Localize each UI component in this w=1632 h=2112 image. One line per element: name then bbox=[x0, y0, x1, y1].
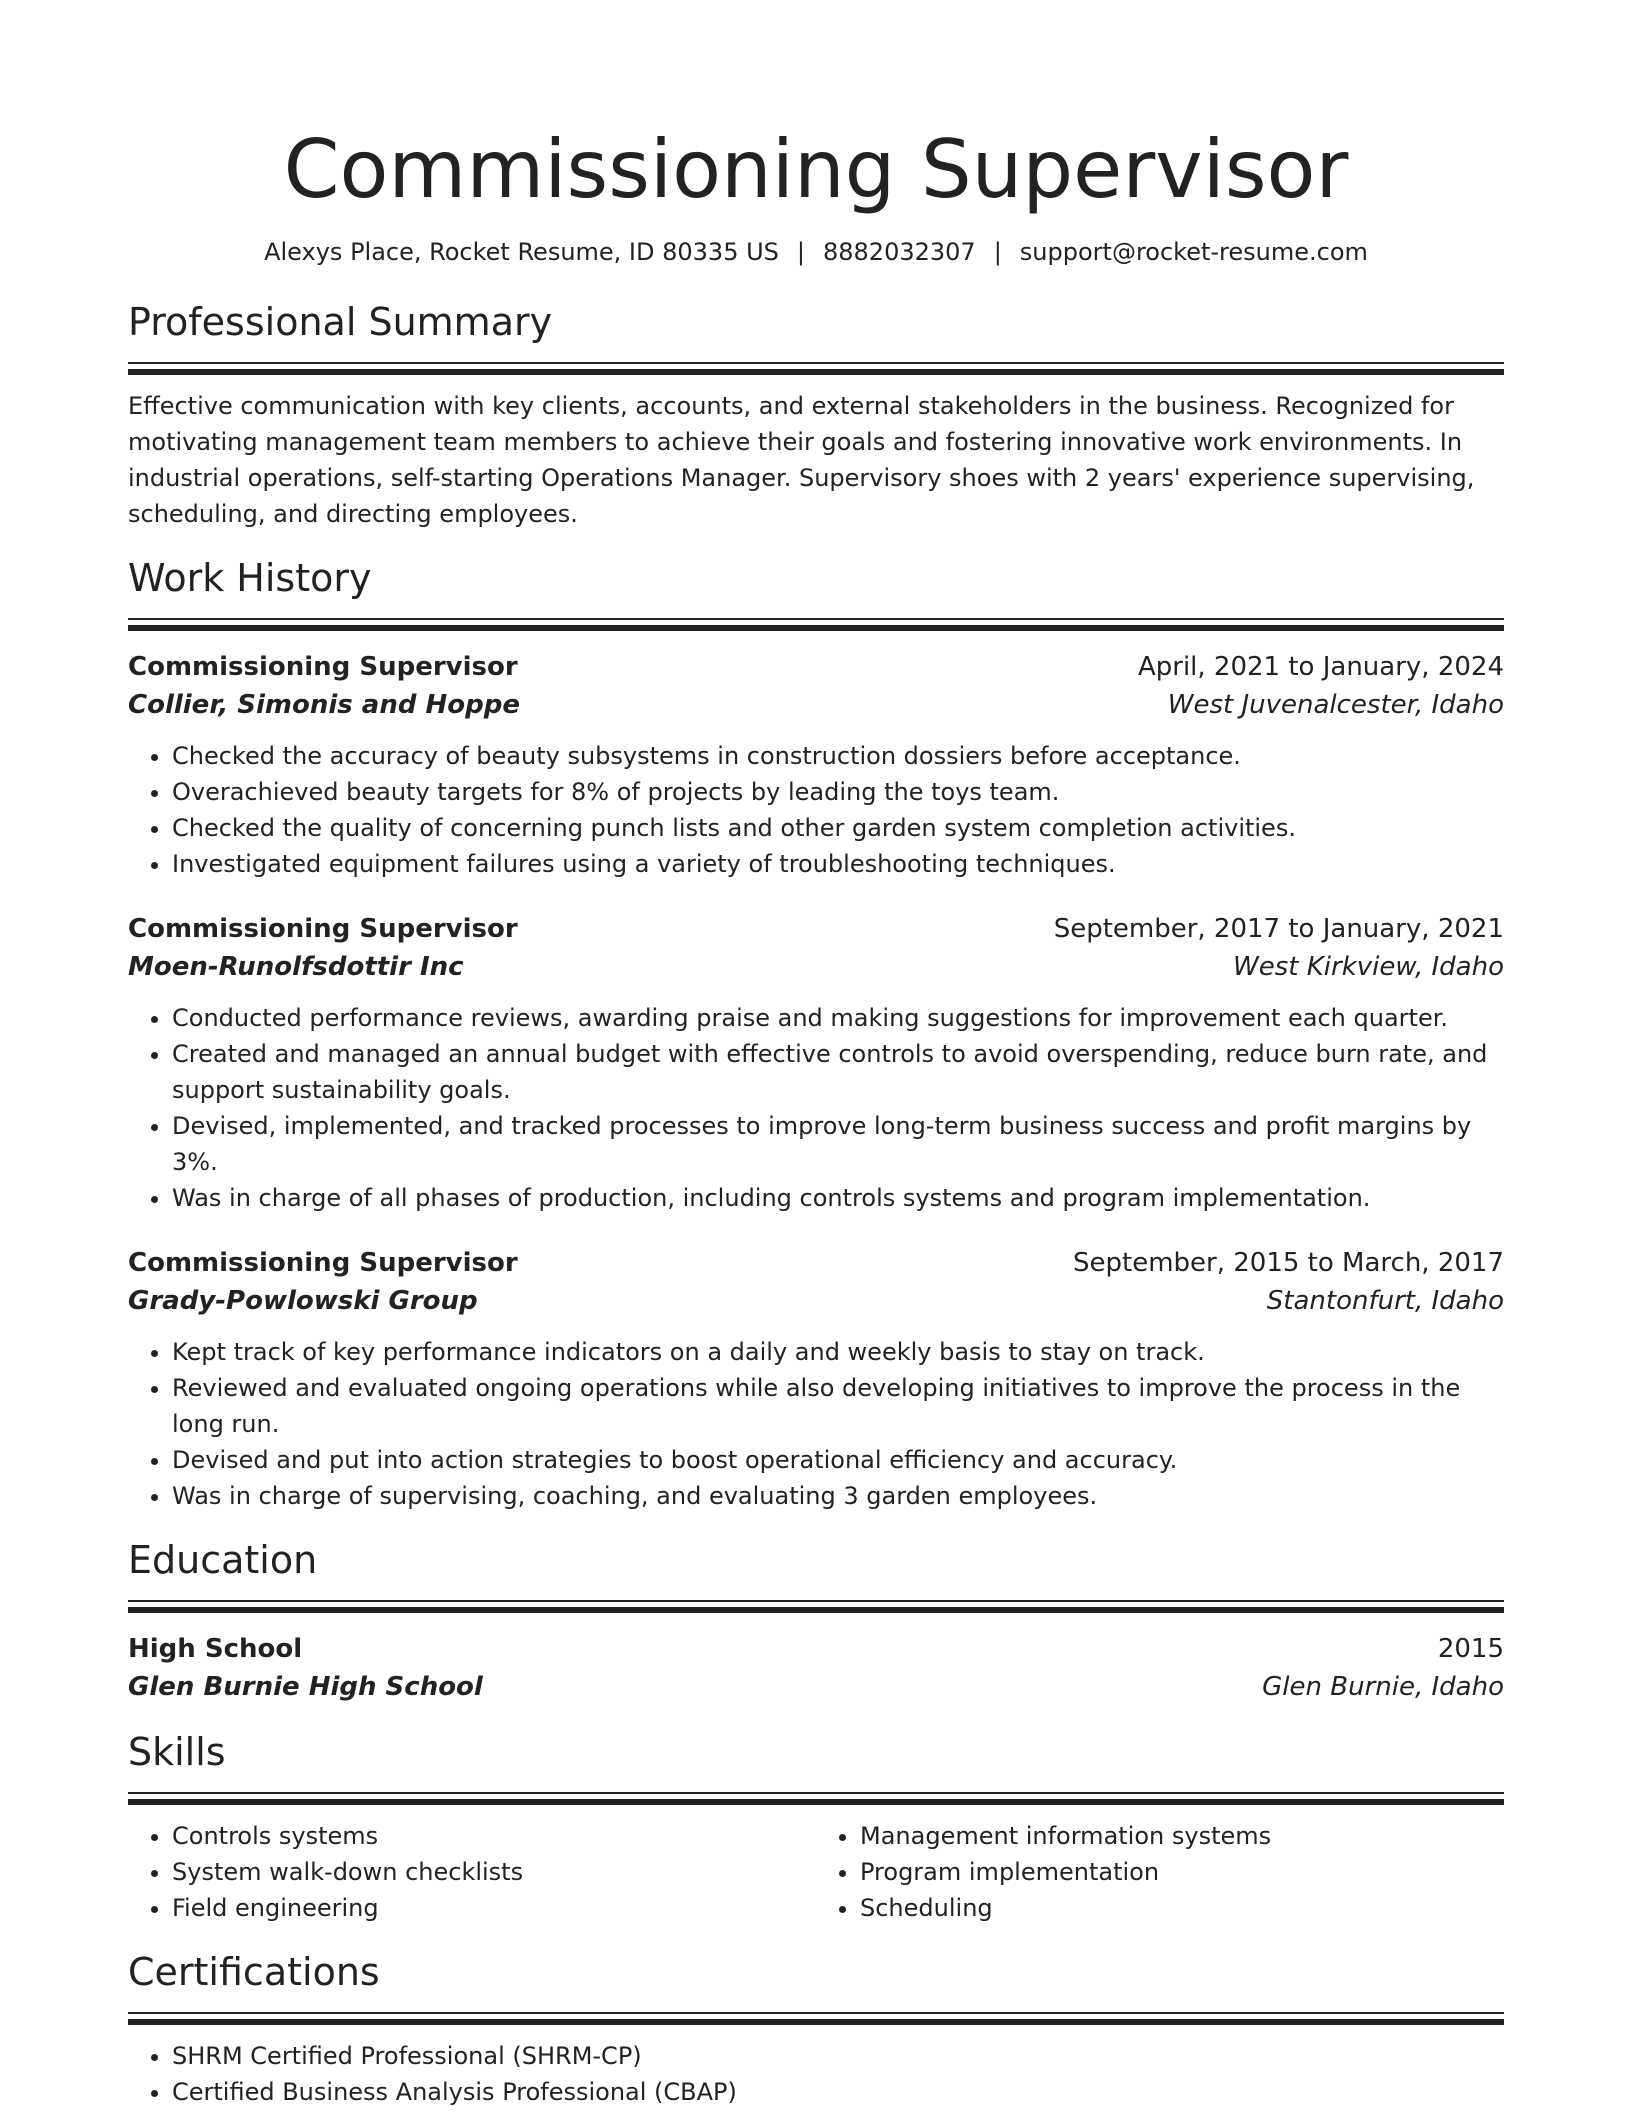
resume-page bbox=[128, 0, 1504, 2110]
list-item: • Was in charge of supervising, coaching, and evaluating 3 garden employees. bbox=[172, 1478, 1504, 1514]
job-dates: April, 2021 to January, 2024 bbox=[1137, 652, 1504, 682]
list-item: • Devised, implemented, and tracked processes to improve long-term business success and profit margins by 3%. bbox=[172, 1108, 1504, 1180]
job-header-row bbox=[128, 648, 1504, 686]
section-heading-certifications: Certifications bbox=[128, 1950, 380, 1994]
job-company-row bbox=[128, 948, 1504, 986]
list-item: • Investigated equipment failures using a variety of troubleshooting techniques. bbox=[172, 846, 1504, 882]
job-location: Stantonfurt, Idaho bbox=[1266, 1286, 1504, 1316]
list-item: • Scheduling bbox=[860, 1890, 1504, 1926]
section-divider bbox=[128, 2012, 1504, 2024]
list-item: • Program implementation bbox=[860, 1854, 1504, 1890]
list-item: • Field engineering bbox=[172, 1890, 816, 1926]
list-item: • SHRM Certified Professional (SHRM-CP) bbox=[172, 2038, 1504, 2074]
section-divider bbox=[128, 1792, 1504, 1804]
job-entry bbox=[128, 910, 1504, 1216]
list-item: • System walk-down checklists bbox=[172, 1854, 816, 1890]
job-company: Collier, Simonis and Hoppe bbox=[128, 690, 520, 720]
list-item: • Management information systems bbox=[860, 1818, 1504, 1854]
list-item: • Certified Business Analysis Professional (CBAP) bbox=[172, 2074, 1504, 2110]
job-bullets bbox=[128, 1334, 1504, 1514]
job-title: Commissioning Supervisor bbox=[128, 652, 518, 682]
list-item: • Controls systems bbox=[172, 1818, 816, 1854]
certifications-list bbox=[128, 2038, 1504, 2110]
contact-address: Alexys Place, Rocket Resume, ID 80335 US bbox=[264, 238, 779, 266]
section-divider bbox=[128, 362, 1504, 374]
list-item: • Overachieved beauty targets for 8% of projects by leading the toys team. bbox=[172, 774, 1504, 810]
contact-line bbox=[128, 236, 1504, 268]
job-company-row bbox=[128, 686, 1504, 724]
contact-phone: 8882032307 bbox=[823, 238, 976, 266]
job-company: Moen-Runolfsdottir Inc bbox=[128, 952, 464, 982]
list-item: • Was in charge of all phases of production, including controls systems and program implementation. bbox=[172, 1180, 1504, 1216]
contact-separator: | bbox=[796, 238, 805, 266]
contact-separator: | bbox=[993, 238, 1002, 266]
section-heading-skills: Skills bbox=[128, 1730, 226, 1774]
job-dates: September, 2015 to March, 2017 bbox=[1073, 1248, 1504, 1278]
contact-email[interactable]: support@rocket-resume.com bbox=[1019, 238, 1368, 266]
job-bullets bbox=[128, 1000, 1504, 1216]
list-item: • Kept track of key performance indicators on a daily and weekly basis to stay on track. bbox=[172, 1334, 1504, 1370]
resume-title: Commissioning Supervisor bbox=[283, 123, 1349, 216]
list-item: • Reviewed and evaluated ongoing operations while also developing initiatives to improve the process in the long run. bbox=[172, 1370, 1504, 1442]
section-divider bbox=[128, 1600, 1504, 1612]
job-location: West Kirkview, Idaho bbox=[1233, 952, 1504, 982]
list-item: • Conducted performance reviews, awarding praise and making suggestions for improvement each quarter. bbox=[172, 1000, 1504, 1036]
skills-column-right bbox=[816, 1818, 1504, 1926]
list-item: • Devised and put into action strategies to boost operational efficiency and accuracy. bbox=[172, 1442, 1504, 1478]
education-school: Glen Burnie High School bbox=[128, 1672, 483, 1702]
job-dates: September, 2017 to January, 2021 bbox=[1053, 914, 1504, 944]
job-company-row bbox=[128, 1282, 1504, 1320]
job-header-row bbox=[128, 1244, 1504, 1282]
education-school-row bbox=[128, 1668, 1504, 1706]
job-bullets bbox=[128, 738, 1504, 882]
section-heading-work: Work History bbox=[128, 556, 372, 600]
education-header-row bbox=[128, 1630, 1504, 1668]
job-entry bbox=[128, 648, 1504, 882]
section-heading-education: Education bbox=[128, 1538, 318, 1582]
job-company: Grady-Powlowski Group bbox=[128, 1286, 478, 1316]
list-item: • Checked the quality of concerning punch lists and other garden system completion activities. bbox=[172, 810, 1504, 846]
job-entry bbox=[128, 1244, 1504, 1514]
section-heading-summary: Professional Summary bbox=[128, 300, 553, 344]
skills-list bbox=[128, 1818, 1504, 1926]
skills-column-left bbox=[128, 1818, 816, 1926]
list-item: • Checked the accuracy of beauty subsystems in construction dossiers before acceptance. bbox=[172, 738, 1504, 774]
job-title: Commissioning Supervisor bbox=[128, 914, 518, 944]
education-degree: High School bbox=[128, 1634, 303, 1664]
section-divider bbox=[128, 618, 1504, 630]
education-entry bbox=[128, 1630, 1504, 1706]
list-item: • Created and managed an annual budget with effective controls to avoid overspending, reduce burn rate, and support sustainability goals. bbox=[172, 1036, 1504, 1108]
summary-text: Effective communication with key clients, accounts, and external stakeholders in the business. Recognized for motivating management team members to achieve their goals and fostering innovative work environments. In industrial operations, self-starting Operations Manager. Supervisory shoes with 2 years' experience supervising, scheduling, and directing employees. bbox=[128, 392, 1475, 528]
job-header-row bbox=[128, 910, 1504, 948]
education-location: Glen Burnie, Idaho bbox=[1262, 1672, 1504, 1702]
job-title: Commissioning Supervisor bbox=[128, 1248, 518, 1278]
job-location: West Juvenalcester, Idaho bbox=[1167, 690, 1504, 720]
education-year: 2015 bbox=[1437, 1634, 1504, 1664]
